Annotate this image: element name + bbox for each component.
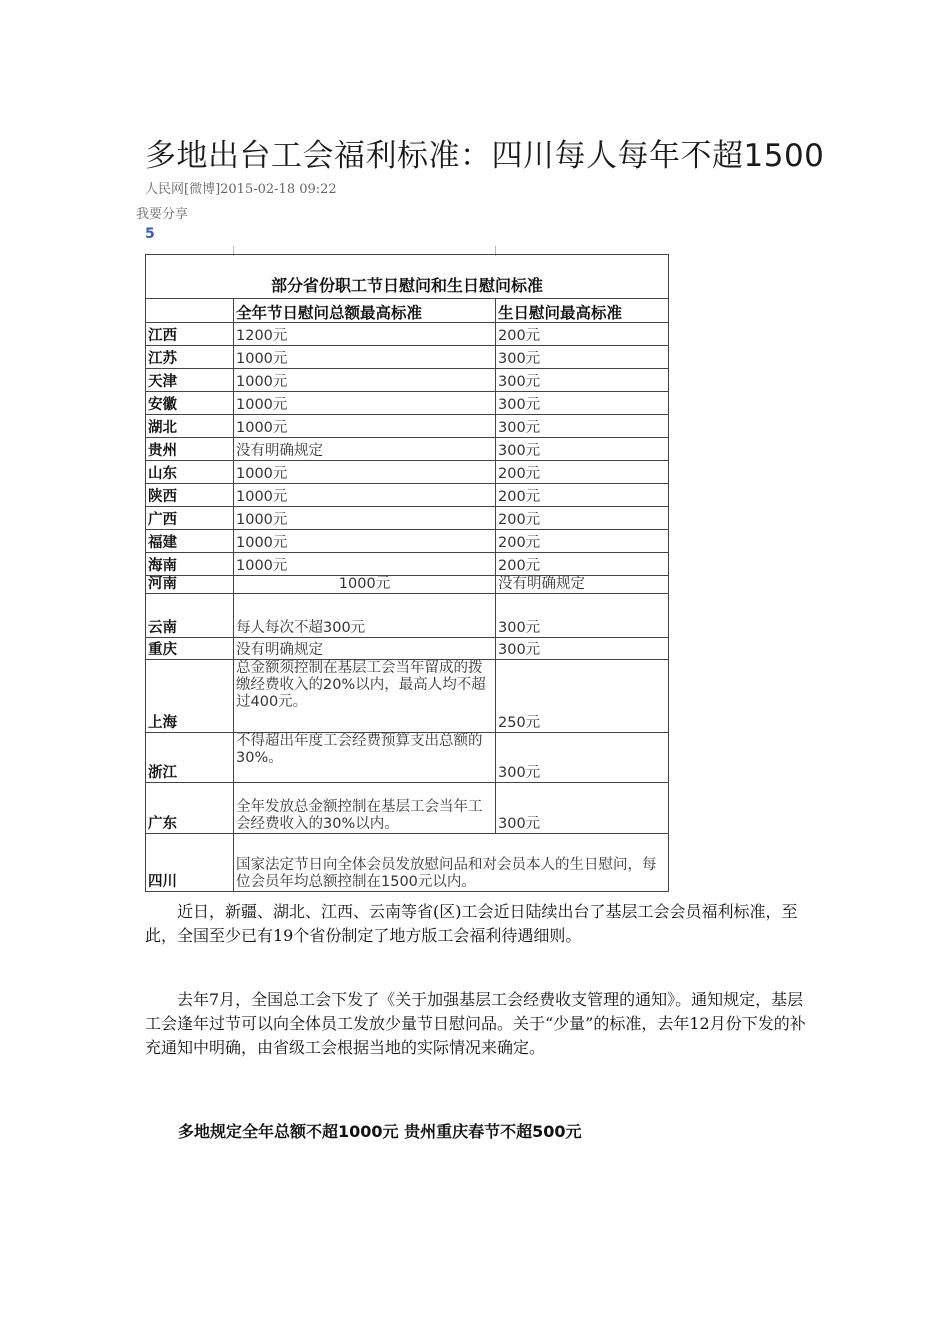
birthday-cell: 300元 xyxy=(496,783,669,834)
birthday-cell: 200元 xyxy=(496,553,669,576)
paragraph-1: 近日，新疆、湖北、江西、云南等省(区)工会近日陆续出台了基层工会会员福利标准，至此，全国至少已有19个省份制定了地方版工会福利待遇细则。 xyxy=(145,902,798,945)
holiday-cell: 国家法定节日向全体会员发放慰问品和对会员本人的生日慰问，每位会员年均总额控制在1500元以内。 xyxy=(234,834,669,892)
paragraph-2: 去年7月，全国总工会下发了《关于加强基层工会经费收支管理的通知》。通知规定，基层工会逢年过节可以向全体员工发放少量节日慰问品。关于“少量”的标准，去年12月份下发的补充通知中明确，由省级工会根据当地的实际情况来确定。 xyxy=(145,990,806,1057)
province-cell: 天津 xyxy=(146,369,234,392)
table-row xyxy=(146,834,669,892)
table-row xyxy=(146,392,669,415)
table-row xyxy=(146,660,669,733)
holiday-cell: 1200元 xyxy=(234,323,496,346)
holiday-cell: 全年发放总金额控制在基层工会当年工会经费收入的30%以内。 xyxy=(234,783,496,834)
birthday-cell: 300元 xyxy=(496,733,669,783)
holiday-cell: 没有明确规定 xyxy=(234,438,496,461)
province-cell: 四川 xyxy=(146,834,234,892)
table-row xyxy=(146,484,669,507)
holiday-cell: 1000元 xyxy=(234,553,496,576)
holiday-cell: 1000元 xyxy=(234,576,496,594)
birthday-cell: 200元 xyxy=(496,507,669,530)
province-cell: 安徽 xyxy=(146,392,234,415)
birthday-cell: 200元 xyxy=(496,484,669,507)
table-row xyxy=(146,438,669,461)
holiday-cell: 1000元 xyxy=(234,484,496,507)
table-header-holiday: 全年节日慰问总额最高标准 xyxy=(234,299,496,323)
holiday-cell: 1000元 xyxy=(234,369,496,392)
province-cell: 上海 xyxy=(146,660,234,733)
table-row xyxy=(146,461,669,484)
share-count: 5 xyxy=(145,226,155,242)
province-cell: 云南 xyxy=(146,594,234,638)
province-cell: 广西 xyxy=(146,507,234,530)
table-caption: 部分省份职工节日慰问和生日慰问标准 xyxy=(146,255,669,299)
birthday-cell: 300元 xyxy=(496,346,669,369)
table-row xyxy=(146,415,669,438)
holiday-cell: 1000元 xyxy=(234,415,496,438)
table-row xyxy=(146,530,669,553)
province-cell: 广东 xyxy=(146,783,234,834)
holiday-cell: 1000元 xyxy=(234,530,496,553)
birthday-cell: 300元 xyxy=(496,392,669,415)
table-row xyxy=(146,733,669,783)
province-cell: 浙江 xyxy=(146,733,234,783)
table-row xyxy=(146,576,669,594)
table-row xyxy=(146,346,669,369)
holiday-cell: 1000元 xyxy=(234,507,496,530)
birthday-cell: 300元 xyxy=(496,438,669,461)
table-header-birthday: 生日慰问最高标准 xyxy=(496,299,669,323)
holiday-cell: 总金额须控制在基层工会当年留成的拨缴经费收入的20%以内，最高人均不超过400元。 xyxy=(234,660,496,733)
birthday-cell: 200元 xyxy=(496,323,669,346)
province-cell: 陕西 xyxy=(146,484,234,507)
birthday-cell: 300元 xyxy=(496,369,669,392)
province-cell: 湖北 xyxy=(146,415,234,438)
standards-table-image xyxy=(145,246,668,889)
table-row xyxy=(146,507,669,530)
table-row xyxy=(146,594,669,638)
table-row xyxy=(146,783,669,834)
article-meta: 人民网[微博]2015-02-18 09:22 xyxy=(145,182,337,197)
province-cell: 山东 xyxy=(146,461,234,484)
holiday-cell: 不得超出年度工会经费预算支出总额的30%。 xyxy=(234,733,496,783)
province-cell: 福建 xyxy=(146,530,234,553)
holiday-cell: 没有明确规定 xyxy=(234,638,496,660)
table-row xyxy=(146,369,669,392)
holiday-cell: 每人每次不超300元 xyxy=(234,594,496,638)
share-link[interactable]: 我要分享 xyxy=(136,207,189,222)
table-header-province xyxy=(146,299,234,323)
table-row xyxy=(146,553,669,576)
province-cell: 贵州 xyxy=(146,438,234,461)
holiday-cell: 1000元 xyxy=(234,392,496,415)
standards-table xyxy=(145,254,669,892)
province-cell: 河南 xyxy=(146,576,234,594)
province-cell: 重庆 xyxy=(146,638,234,660)
holiday-cell: 1000元 xyxy=(234,461,496,484)
holiday-cell: 1000元 xyxy=(234,346,496,369)
article-title: 多地出台工会福利标准：四川每人每年不超1500 xyxy=(145,138,825,174)
birthday-cell: 200元 xyxy=(496,461,669,484)
birthday-cell: 300元 xyxy=(496,415,669,438)
table-row xyxy=(146,323,669,346)
section-subhead: 多地规定全年总额不超1000元 贵州重庆春节不超500元 xyxy=(178,1122,582,1141)
province-cell: 江苏 xyxy=(146,346,234,369)
birthday-cell: 没有明确规定 xyxy=(496,576,669,594)
province-cell: 海南 xyxy=(146,553,234,576)
table-row xyxy=(146,638,669,660)
birthday-cell: 300元 xyxy=(496,594,669,638)
birthday-cell: 300元 xyxy=(496,638,669,660)
province-cell: 江西 xyxy=(146,323,234,346)
birthday-cell: 200元 xyxy=(496,530,669,553)
birthday-cell: 250元 xyxy=(496,660,669,733)
